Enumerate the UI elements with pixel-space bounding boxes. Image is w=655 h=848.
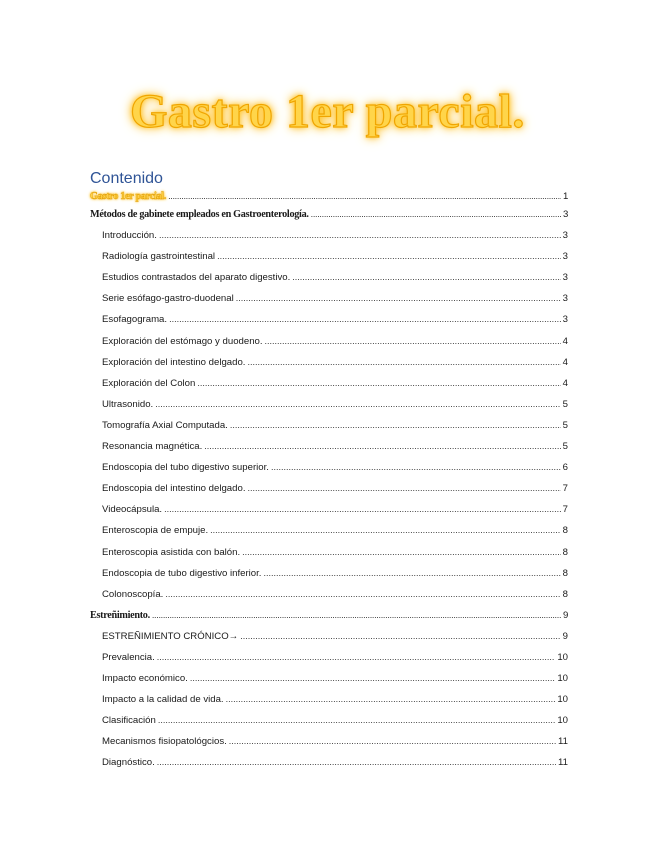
- toc-leader-dots: [152, 605, 561, 626]
- toc-entry-page-number: 3: [562, 251, 568, 263]
- toc-entry-subsection[interactable]: [90, 584, 568, 605]
- toc-entry-label: Introducción.: [102, 230, 157, 242]
- toc-leader-dots: [190, 668, 555, 689]
- toc-entry-subsection[interactable]: [90, 246, 568, 267]
- toc-entry-label: Radiología gastrointestinal: [102, 251, 216, 263]
- toc-leader-dots: [197, 373, 560, 394]
- toc-entry-label: Endoscopia de tubo digestivo inferior.: [102, 567, 262, 579]
- toc-entry-label: Exploración del estómago y duodeno.: [102, 335, 263, 347]
- toc-entry-subsection[interactable]: [90, 668, 568, 689]
- toc-leader-dots: [311, 204, 561, 225]
- toc-entry-label: Prevalencia.: [102, 651, 155, 663]
- toc-entry-page-number: 3: [562, 230, 568, 242]
- toc-entry-subsection[interactable]: [90, 457, 568, 478]
- toc-entry-label: Métodos de gabinete empleados en Gastroenterología.: [90, 209, 309, 220]
- toc-entry-label: Videocápsula.: [102, 504, 163, 516]
- toc-entry-label: Colonoscopía.: [102, 588, 164, 600]
- toc-entry-label: Mecanismos fisiopatológcios.: [102, 736, 227, 748]
- toc-entry-page-number: 5: [562, 441, 568, 453]
- toc-leader-dots: [265, 331, 561, 352]
- toc-leader-dots: [230, 415, 561, 436]
- toc-entry-section[interactable]: [90, 188, 568, 204]
- toc-entry-page-number: 8: [562, 546, 568, 558]
- toc-leader-dots: [247, 478, 560, 499]
- toc-leader-dots: [226, 689, 556, 710]
- toc-entry-subsection[interactable]: [90, 267, 568, 288]
- toc-leader-dots: [155, 394, 560, 415]
- toc-entry-section[interactable]: [90, 605, 568, 626]
- toc-entry-label: Esofagograma.: [102, 314, 168, 326]
- toc-leader-dots: [168, 188, 561, 204]
- toc-leader-dots: [263, 563, 560, 584]
- toc-entry-subsection[interactable]: [90, 415, 568, 436]
- toc-entry-page-number: 3: [562, 209, 568, 220]
- toc-entry-page-number: 4: [562, 335, 568, 347]
- toc-leader-dots: [165, 584, 560, 605]
- toc-entry-page-number: 10: [557, 715, 568, 727]
- toc-entry-page-number: 10: [557, 673, 568, 685]
- toc-entry-section[interactable]: [90, 204, 568, 225]
- toc-leader-dots: [271, 457, 561, 478]
- toc-entry-page-number: 8: [562, 588, 568, 600]
- toc-leader-dots: [210, 520, 561, 541]
- toc-entry-subsection[interactable]: [90, 731, 568, 752]
- toc-entry-page-number: 9: [562, 630, 568, 642]
- toc-entry-subsection[interactable]: [90, 373, 568, 394]
- toc-entry-page-number: 6: [562, 462, 568, 474]
- toc-entry-page-number: 9: [562, 609, 568, 621]
- toc-entry-page-number: 10: [557, 694, 568, 706]
- toc-entry-subsection[interactable]: [90, 689, 568, 710]
- toc-heading: Contenido: [90, 170, 163, 187]
- toc-entry-page-number: 7: [562, 504, 568, 516]
- toc-leader-dots: [158, 710, 555, 731]
- toc-entry-subsection[interactable]: [90, 752, 568, 773]
- toc-entry-subsection[interactable]: [90, 542, 568, 563]
- toc-entry-subsection[interactable]: [90, 710, 568, 731]
- toc-entry-label: Diagnóstico.: [102, 757, 155, 769]
- toc-entry-label: Exploración del intestino delgado.: [102, 356, 246, 368]
- toc-leader-dots: [292, 267, 560, 288]
- toc-leader-dots: [169, 309, 561, 330]
- toc-leader-dots: [229, 731, 556, 752]
- toc-entry-label: Resonancia magnética.: [102, 441, 203, 453]
- document-title: Gastro 1er parcial.: [130, 85, 525, 138]
- toc-entry-page-number: 5: [562, 398, 568, 410]
- toc-leader-dots: [247, 352, 560, 373]
- toc-leader-dots: [242, 542, 561, 563]
- toc-entry-label: Endoscopia del tubo digestivo superior.: [102, 462, 269, 474]
- toc-entry-label: Enteroscopia asistida con balón.: [102, 546, 241, 558]
- toc-entry-page-number: 4: [562, 356, 568, 368]
- toc-entry-page-number: 5: [562, 419, 568, 431]
- toc-entry-subsection[interactable]: [90, 352, 568, 373]
- toc-entry-subsection[interactable]: [90, 225, 568, 246]
- toc-entry-label: Clasificación: [102, 715, 156, 727]
- toc-entry-label: Impacto a la calidad de vida.: [102, 694, 224, 706]
- toc-entry-label: Impacto económico.: [102, 673, 188, 685]
- toc-leader-dots: [217, 246, 561, 267]
- toc-entry-subsection[interactable]: [90, 478, 568, 499]
- toc-entry-page-number: 11: [558, 736, 568, 748]
- toc-entry-subsection[interactable]: [90, 499, 568, 520]
- toc-entry-label: Gastro 1er parcial.: [90, 191, 167, 202]
- toc-entry-subsection[interactable]: [90, 563, 568, 584]
- toc-entry-subsection[interactable]: [90, 394, 568, 415]
- toc-leader-dots: [240, 626, 560, 647]
- toc-entry-subsection[interactable]: [90, 331, 568, 352]
- toc-entry-page-number: 10: [557, 651, 568, 663]
- toc-entry-label: Exploración del Colon: [102, 377, 196, 389]
- toc-entry-page-number: 1: [562, 191, 568, 202]
- toc-leader-dots: [157, 752, 556, 773]
- toc-entry-label: Enteroscopia de empuje.: [102, 525, 209, 537]
- toc-entry-page-number: 8: [562, 525, 568, 537]
- toc-entry-page-number: 7: [562, 483, 568, 495]
- toc-entry-page-number: 3: [562, 314, 568, 326]
- toc-entry-page-number: 4: [562, 377, 568, 389]
- toc-entry-subsection[interactable]: [90, 436, 568, 457]
- toc-entry-subsection[interactable]: [90, 309, 568, 330]
- toc-entry-subsection[interactable]: [90, 647, 568, 668]
- toc-leader-dots: [204, 436, 560, 457]
- toc-entry-subsection[interactable]: [90, 520, 568, 541]
- toc-entry-label: Ultrasonido.: [102, 398, 154, 410]
- toc-leader-dots: [236, 288, 561, 309]
- toc-entry-label: Estreñimiento.: [90, 609, 150, 621]
- toc-entry-label: ESTREÑIMIENTO CRÓNICO→: [102, 630, 239, 642]
- toc-entry-subsection[interactable]: [90, 288, 568, 309]
- toc-leader-dots: [157, 647, 556, 668]
- toc-entry-page-number: 11: [558, 757, 568, 769]
- toc-entry-subsection[interactable]: [90, 626, 568, 647]
- toc-leader-dots: [159, 225, 561, 246]
- toc-entry-label: Endoscopia del intestino delgado.: [102, 483, 246, 495]
- table-of-contents: [90, 188, 568, 774]
- toc-entry-page-number: 8: [562, 567, 568, 579]
- toc-entry-page-number: 3: [562, 272, 568, 284]
- toc-entry-label: Tomografía Axial Computada.: [102, 419, 228, 431]
- toc-leader-dots: [164, 499, 561, 520]
- toc-entry-page-number: 3: [562, 293, 568, 305]
- toc-entry-label: Estudios contrastados del aparato digestivo.: [102, 272, 291, 284]
- toc-entry-label: Serie esófago-gastro-duodenal: [102, 293, 234, 305]
